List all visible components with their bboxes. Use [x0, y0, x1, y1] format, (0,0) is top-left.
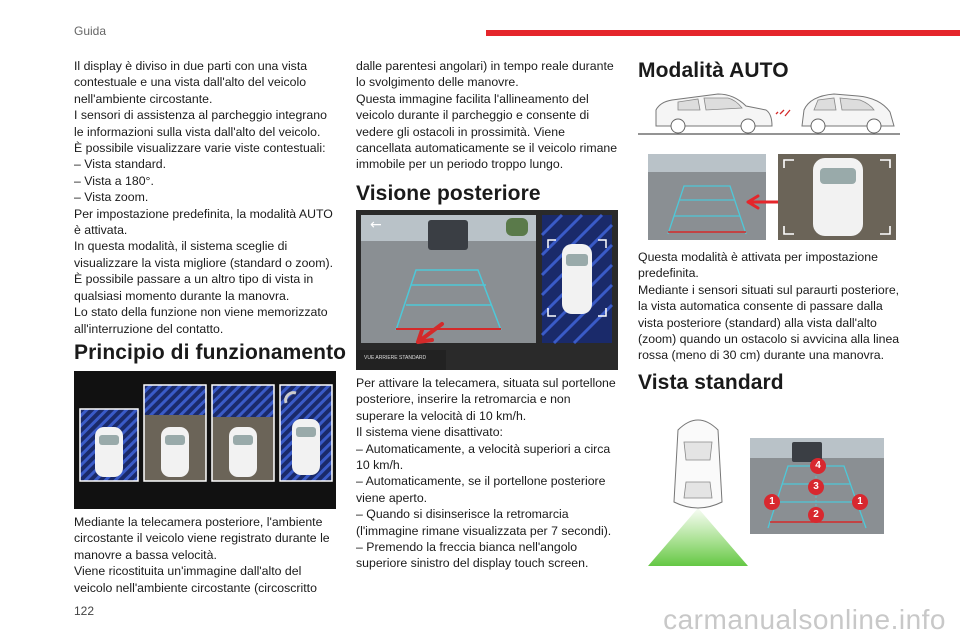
- auto-mode-text: Questa modalità è attivata per impostazione predefinita. Mediante i sensori situati sul paraurti posteriore, la vista automatica consente di passare dalla vista posteriore (standard) alla vista dall'alto (zoom) quando un ostacolo si avvicina alla linea rossa (meno di 30 cm) durante una manovra.: [638, 250, 900, 363]
- marker-1-left: 1: [764, 494, 780, 510]
- principio-text: Mediante la telecamera posteriore, l'ambiente circostante il veicolo viene registrato durante le manovre a bassa velocità. Viene ricostituita un'immagine dall'alto del veicolo nell'ambiente circostante (circoscritto: [74, 515, 330, 595]
- panel-1: [80, 409, 138, 481]
- auto-mode-side-view-figure: [638, 88, 900, 138]
- marker-3: 3: [808, 479, 824, 495]
- heading-vista-standard: Vista standard: [638, 371, 784, 394]
- heading-principio: Principio di funzionamento: [74, 341, 347, 364]
- marker-4: 4: [810, 458, 826, 474]
- rear-camera-screen-figure: [356, 210, 618, 370]
- column-1: [74, 58, 336, 337]
- section-header: Guida: [74, 24, 107, 38]
- heading-modalita-auto: Modalità AUTO: [638, 59, 789, 82]
- back-arrow-icon: ←: [370, 217, 382, 233]
- top-view-sequence-figure: [74, 371, 336, 509]
- marker-2: 2: [808, 507, 824, 523]
- watermark: carmanualsonline.info: [663, 604, 946, 635]
- col2-text: dalle parentesi angolari) in tempo reale durante lo svolgimento delle manovre. Questa immagine facilita l'allineamento del veicolo durante il parcheggio e consente di vedere gli ostacoli in prossimità. Viene cancellata automaticamente se il veicolo rimane immobile per un periodo troppo lungo.: [356, 59, 618, 172]
- intro-text: Il display è diviso in due parti con una vista contestuale e una vista dall'alto del veicolo nell'ambiente circostante. I sensori di assistenza al parcheggio integrano le informazioni sulla vista dall'alto del veicolo. È possibile visualizzare varie viste contestuali: – Vista standard. – Vista a 180°. – Vista zoom. Per impostazione predefinita, la modalità AUTO è attivata. In questa modalità, il sistema sceglie di visualizzare la vista migliore (standard o zoom). È possibile passare a un altro tipo di vista in qualsiasi momento durante la manovra. Lo stato della funzione non viene memorizzato all'interruzione del contatto.: [74, 59, 334, 336]
- auto-mode-switch-figure: [648, 154, 896, 240]
- page-number: 122: [74, 604, 95, 618]
- header-accent-bar: [486, 30, 960, 36]
- column-2: [356, 58, 618, 173]
- panel-3: [212, 385, 274, 481]
- panel-4: [280, 385, 332, 481]
- screen-label: VUE ARRIERE STANDARD: [364, 355, 427, 361]
- standard-view-figure: [644, 412, 886, 566]
- panel-2: [144, 385, 206, 481]
- visione-text: Per attivare la telecamera, situata sul portellone posteriore, inserire la retromarcia e non superare la velocità di 10 km/h. Il sistema viene disattivato: – Automaticamente, a velocità superiori a circa 10 km/h. – Automaticamente, se il portellone posteriore viene aperto. – Quando si disinserisce la retromarcia (l'immagine rimane visualizzata per 7 secondi). – Premendo la freccia bianca nell'angolo superiore sinistro del display touch screen.: [356, 376, 616, 571]
- heading-visione-posteriore: Visione posteriore: [356, 182, 541, 205]
- marker-1-right: 1: [852, 494, 868, 510]
